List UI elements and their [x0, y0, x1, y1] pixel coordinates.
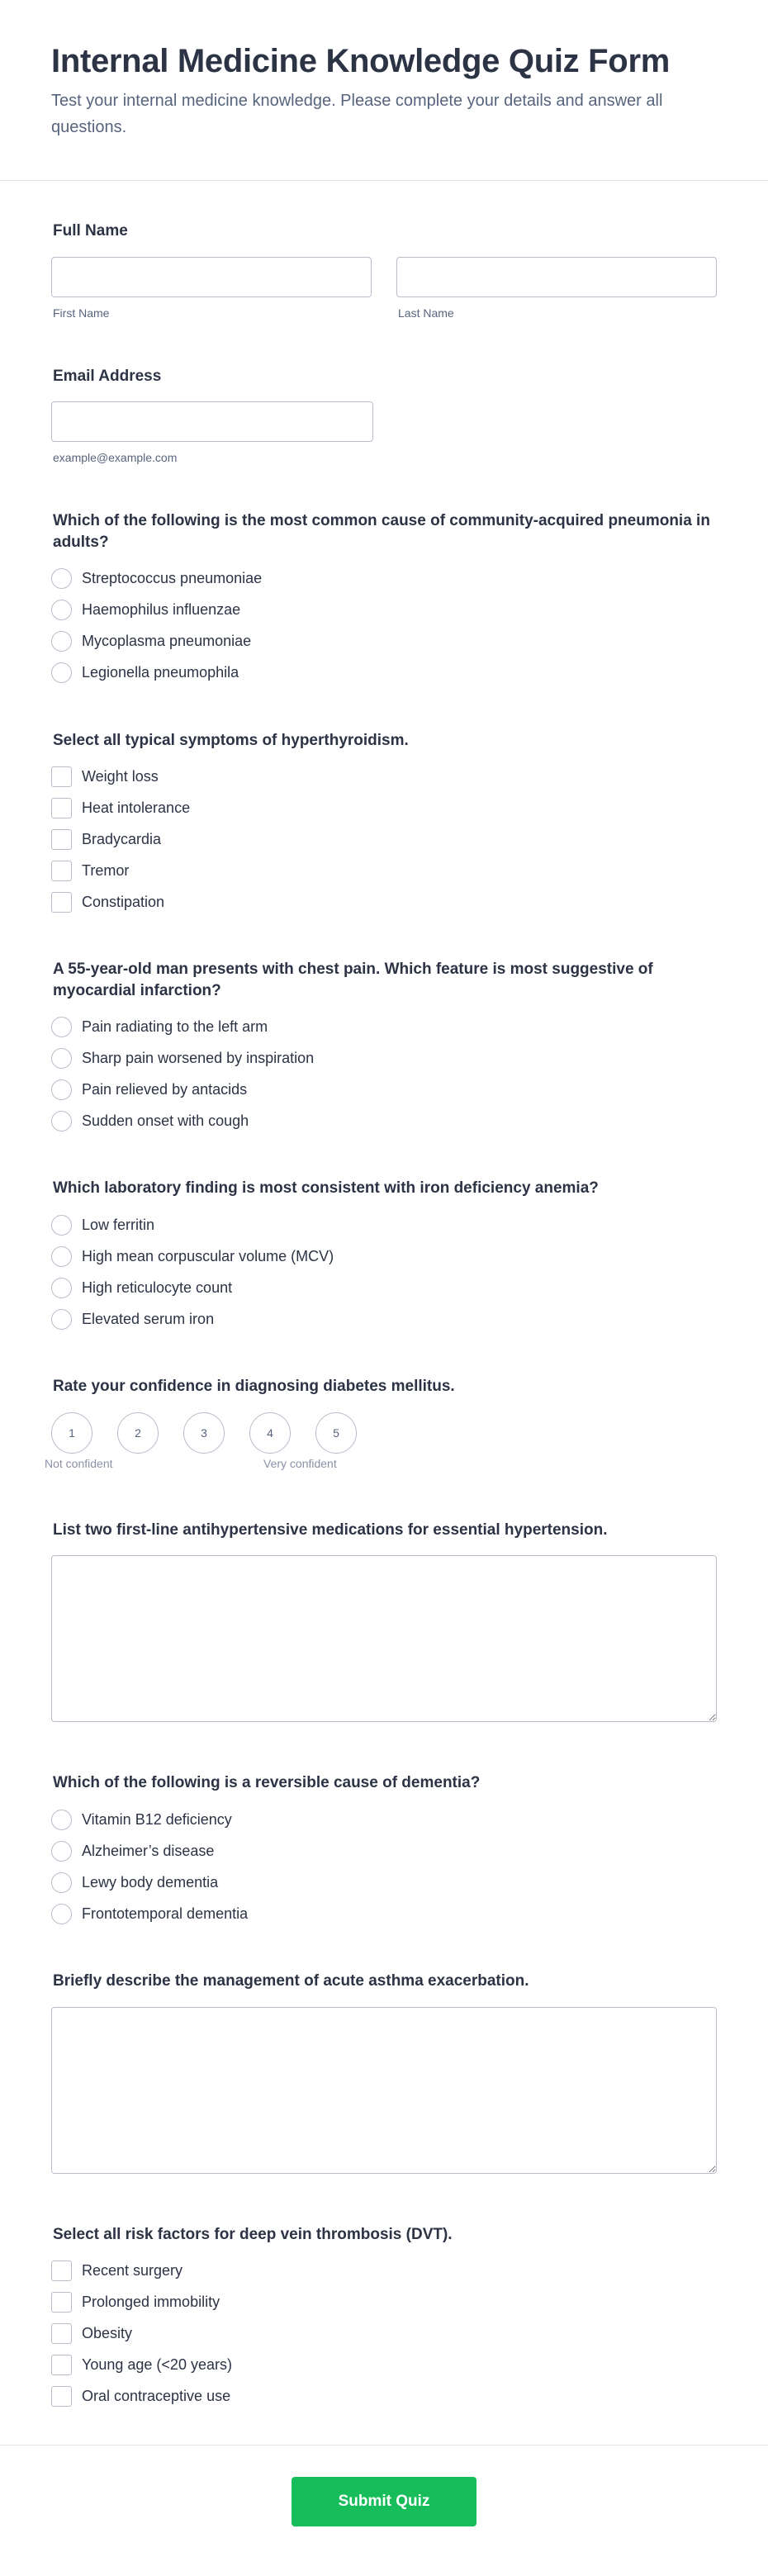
- question-asthma: [51, 1971, 717, 2178]
- radio-button[interactable]: [51, 1246, 72, 1267]
- option-label: High mean corpuscular volume (MCV): [82, 1247, 334, 1264]
- option-label: Constipation: [82, 893, 165, 910]
- option-label: Oral contraceptive use: [82, 2387, 231, 2404]
- radio-button[interactable]: [51, 568, 72, 589]
- radio-button[interactable]: [51, 1904, 72, 1924]
- question-label: Which laboratory finding is most consistent with iron deficiency anemia?: [53, 1179, 599, 1198]
- checkbox-option[interactable]: [51, 2260, 717, 2281]
- answer-textarea[interactable]: [51, 2007, 717, 2174]
- option-label: Sudden onset with cough: [82, 1112, 249, 1129]
- checkbox-option[interactable]: [51, 860, 717, 881]
- radio-group: [51, 568, 717, 684]
- email-sublabel: example@example.com: [53, 451, 178, 465]
- scale-row: [51, 1412, 717, 1454]
- radio-button[interactable]: [51, 1048, 72, 1069]
- radio-button[interactable]: [51, 1215, 72, 1236]
- checkbox[interactable]: [51, 861, 72, 881]
- radio-button[interactable]: [51, 1017, 72, 1037]
- first-name-input[interactable]: [51, 257, 372, 297]
- option-label: Streptococcus pneumoniae: [82, 570, 263, 587]
- form-subtitle: Test your internal medicine knowledge. Please complete your details and answer all questions.: [51, 92, 663, 136]
- question-chest-pain: [51, 959, 717, 1131]
- option-label: Vitamin B12 deficiency: [82, 1810, 232, 1828]
- last-name-col: [396, 257, 717, 320]
- question-label: Rate your confidence in diagnosing diabetes mellitus.: [53, 1378, 455, 1396]
- radio-button[interactable]: [51, 600, 72, 620]
- scale-low-label: Not confident: [45, 1456, 113, 1470]
- radio-button[interactable]: [51, 1841, 72, 1862]
- checkbox-group: [51, 766, 717, 913]
- option-label: Frontotemporal dementia: [82, 1905, 249, 1922]
- scale-high-label: Very confident: [263, 1456, 337, 1470]
- first-name-col: [51, 257, 372, 320]
- radio-option[interactable]: [51, 1016, 717, 1037]
- option-label: Pain relieved by antacids: [82, 1080, 248, 1098]
- question-iron-deficiency: [51, 1178, 717, 1330]
- radio-option[interactable]: [51, 1903, 717, 1924]
- radio-button[interactable]: [51, 1810, 72, 1830]
- option-label: Recent surgery: [82, 2261, 183, 2279]
- checkbox-option[interactable]: [51, 891, 717, 913]
- last-name-input[interactable]: [396, 257, 717, 297]
- option-label: Low ferritin: [82, 1216, 155, 1233]
- radio-button[interactable]: [51, 1278, 72, 1298]
- full-name-field: [51, 221, 717, 320]
- form-body: [0, 181, 768, 2445]
- radio-option[interactable]: [51, 1809, 717, 1830]
- radio-button[interactable]: [51, 1872, 72, 1893]
- radio-option[interactable]: [51, 1079, 717, 1100]
- radio-option[interactable]: [51, 1110, 717, 1131]
- full-name-label: Full Name: [53, 222, 128, 240]
- radio-option[interactable]: [51, 1840, 717, 1862]
- radio-group: [51, 1016, 717, 1131]
- option-label: Pain radiating to the left arm: [82, 1018, 268, 1035]
- scale-option-3[interactable]: 3: [183, 1412, 225, 1454]
- checkbox[interactable]: [51, 2323, 72, 2344]
- radio-option[interactable]: [51, 1277, 717, 1298]
- radio-button[interactable]: [51, 1079, 72, 1100]
- option-label: Sharp pain worsened by inspiration: [82, 1049, 315, 1066]
- question-antihypertensives: [51, 1520, 717, 1727]
- checkbox-option[interactable]: [51, 2354, 717, 2375]
- scale-option-5[interactable]: 5: [315, 1412, 357, 1454]
- question-label: Which of the following is a reversible cause of dementia?: [53, 1774, 481, 1792]
- radio-option[interactable]: [51, 1872, 717, 1893]
- first-name-sublabel: First Name: [53, 306, 110, 320]
- form-footer: [0, 2445, 768, 2576]
- radio-option[interactable]: [51, 1245, 717, 1267]
- checkbox[interactable]: [51, 829, 72, 850]
- scale-option-4[interactable]: 4: [249, 1412, 291, 1454]
- question-label: Select all risk factors for deep vein thrombosis (DVT).: [53, 2225, 453, 2243]
- question-hyperthyroidism: [51, 730, 717, 913]
- email-field: [51, 366, 717, 465]
- checkbox-group: [51, 2260, 717, 2407]
- radio-option[interactable]: [51, 662, 717, 684]
- radio-option[interactable]: [51, 1047, 717, 1069]
- option-label: Lewy body dementia: [82, 1873, 219, 1890]
- checkbox[interactable]: [51, 766, 72, 787]
- checkbox[interactable]: [51, 2292, 72, 2313]
- email-wrap: [51, 401, 373, 464]
- radio-group: [51, 1809, 717, 1924]
- option-label: Alzheimer’s disease: [82, 1842, 215, 1859]
- radio-button[interactable]: [51, 1309, 72, 1330]
- question-confidence-scale: [45, 1376, 717, 1473]
- answer-textarea[interactable]: [51, 1555, 717, 1722]
- option-label: Bradycardia: [82, 830, 162, 847]
- checkbox[interactable]: [51, 2261, 72, 2281]
- checkbox-option[interactable]: [51, 2322, 717, 2344]
- option-label: Haemophilus influenzae: [82, 601, 241, 619]
- question-label: List two first-line antihypertensive medications for essential hypertension.: [53, 1520, 608, 1539]
- radio-group: [51, 1214, 717, 1330]
- name-row: [51, 257, 717, 320]
- checkbox[interactable]: [51, 2355, 72, 2375]
- form-title: Internal Medicine Knowledge Quiz Form: [51, 43, 670, 79]
- radio-button[interactable]: [51, 631, 72, 652]
- question-label: Which of the following is the most common cause of community-acquired pneumonia in adults?: [53, 512, 710, 551]
- checkbox-option[interactable]: [51, 797, 717, 818]
- option-label: Tremor: [82, 861, 130, 879]
- email-label: Email Address: [53, 367, 162, 385]
- checkbox-option[interactable]: [51, 766, 717, 787]
- checkbox[interactable]: [51, 2386, 72, 2407]
- option-label: Heat intolerance: [82, 799, 191, 816]
- checkbox-option[interactable]: [51, 2291, 717, 2313]
- question-label: Select all typical symptoms of hyperthyroidism.: [53, 731, 409, 749]
- option-label: High reticulocyte count: [82, 1279, 233, 1296]
- scale-option-1[interactable]: 1: [51, 1412, 92, 1454]
- radio-option[interactable]: [51, 631, 717, 652]
- radio-button[interactable]: [51, 662, 72, 683]
- checkbox-option[interactable]: [51, 828, 717, 850]
- option-label: Young age (<20 years): [82, 2355, 232, 2373]
- scale-labels: [45, 1456, 717, 1473]
- option-label: Obesity: [82, 2324, 133, 2341]
- question-label: Briefly describe the management of acute asthma exacerbation.: [53, 1972, 529, 1990]
- option-label: Weight loss: [82, 767, 159, 785]
- checkbox-option[interactable]: [51, 2385, 717, 2407]
- radio-option[interactable]: [51, 1308, 717, 1330]
- option-label: Elevated serum iron: [82, 1310, 215, 1327]
- scale-option-2[interactable]: 2: [117, 1412, 159, 1454]
- radio-option[interactable]: [51, 568, 717, 590]
- last-name-sublabel: Last Name: [398, 306, 454, 320]
- form-header: [0, 0, 768, 181]
- question-label: A 55-year-old man presents with chest pain. Which feature is most suggestive of myocardial infarction?: [53, 961, 653, 999]
- option-label: Prolonged immobility: [82, 2293, 220, 2310]
- option-label: Legionella pneumophila: [82, 664, 239, 681]
- question-dvt: [51, 2224, 717, 2408]
- radio-button[interactable]: [51, 1111, 72, 1131]
- email-input[interactable]: [51, 401, 373, 442]
- checkbox[interactable]: [51, 798, 72, 818]
- question-pneumonia: [51, 510, 717, 683]
- checkbox[interactable]: [51, 892, 72, 913]
- radio-option[interactable]: [51, 1214, 717, 1236]
- option-label: Mycoplasma pneumoniae: [82, 633, 252, 650]
- question-dementia: [51, 1772, 717, 1924]
- radio-option[interactable]: [51, 600, 717, 621]
- submit-button[interactable]: Submit Quiz: [292, 2477, 476, 2526]
